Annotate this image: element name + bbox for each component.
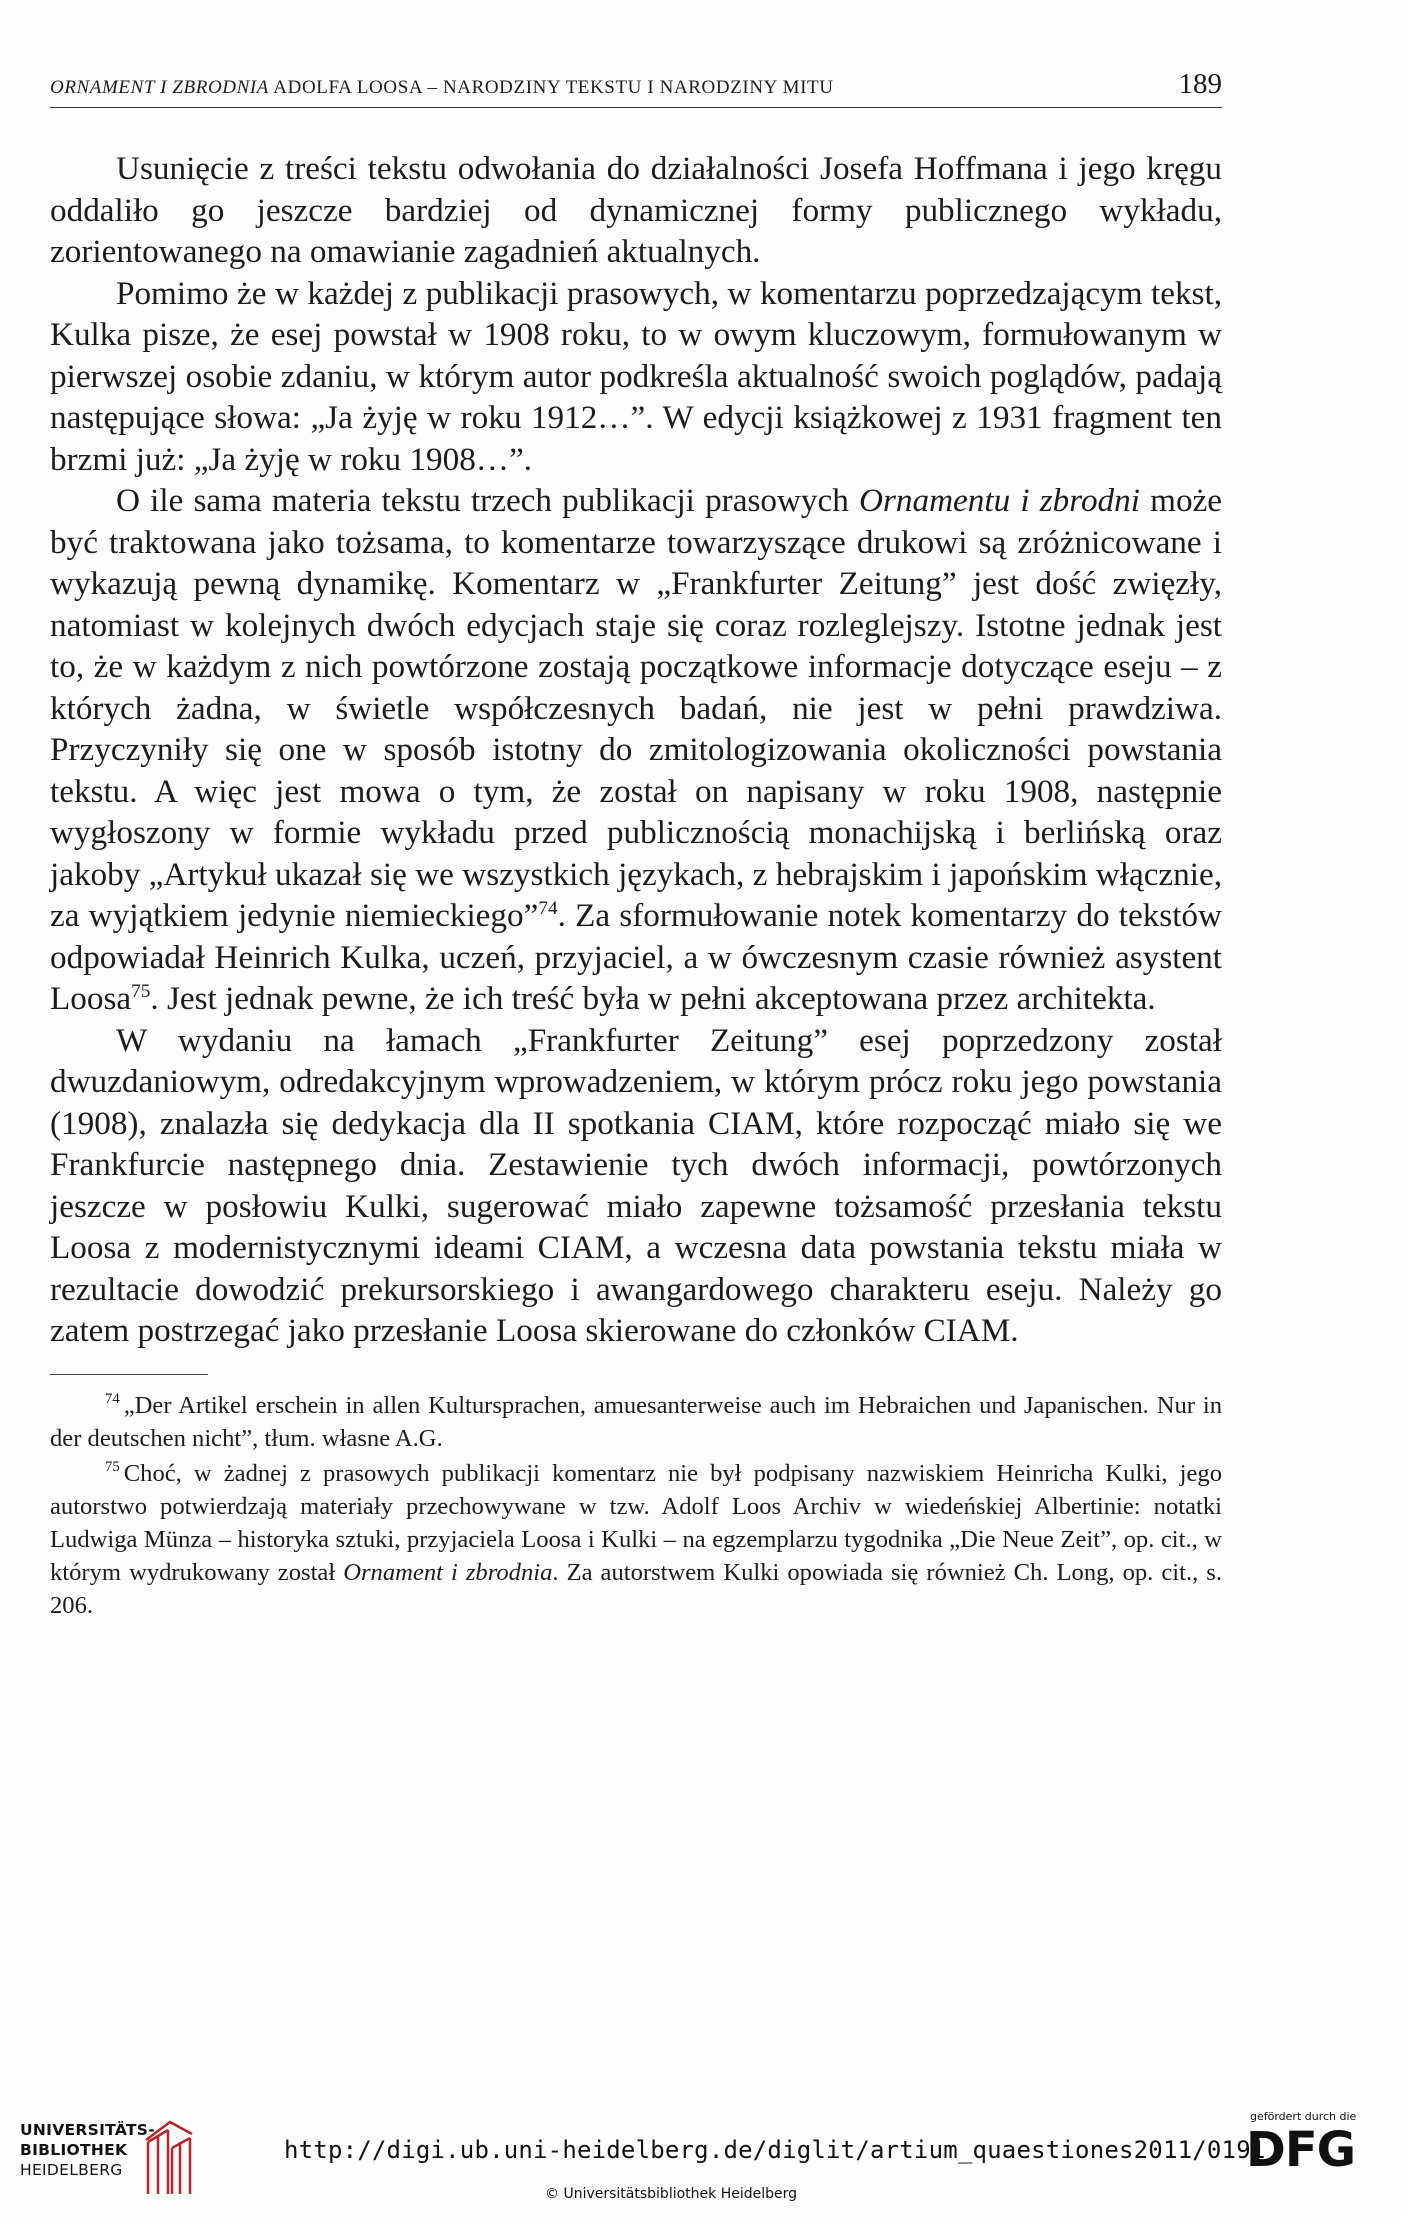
footnote-number: 75 (105, 1459, 120, 1476)
digitization-footer (0, 2098, 1402, 2219)
page-number: 189 (1178, 68, 1222, 100)
page-header (50, 70, 1222, 108)
paragraph (50, 1020, 1222, 1352)
funding-logo[interactable] (1246, 2110, 1386, 2177)
page (50, 70, 1222, 1624)
text-run: O ile sama materia tekstu trzech publikacji prasowych (116, 482, 860, 519)
footnote (50, 1457, 1222, 1622)
library-name-line2: BIBLIOTHEK (20, 2141, 128, 2159)
copyright-notice: © Universitätsbibliothek Heidelberg (545, 2186, 798, 2202)
paragraph (50, 148, 1222, 273)
library-name-line3: HEIDELBERG (20, 2161, 123, 2179)
text-run: Choć, w żadnej z prasowych publikacji komentarz nie był podpisany nazwiskiem Heinricha Kulki, jego autorstwo potwierdzają materiały przechowywane w tzw. Adolf Loos Archiv w wiedeńskiej Albertinie: notatki Ludwiga Münza – historyka sztuki, przyjaciela Loosa i Kulki – na egzemplarzu tygodnika „Die Neue Zeit”, op. cit., w którym wydrukowany został (50, 1459, 1222, 1586)
running-head-subtitle: ADOLFA LOOSA – NARODZINY TEKSTU I NARODZINY MITU (269, 77, 834, 98)
text-run: . Za autorstwem Kulki opowiada się również Ch. Long, op. cit., s. 206. (50, 1558, 1222, 1619)
running-head (50, 77, 834, 99)
text-run: . Jest jednak pewne, że ich treść była w pełni akceptowana przez architekta. (150, 980, 1156, 1017)
text-run: W wydaniu na łamach „Frankfurter Zeitung” esej poprzedzony został dwuzdaniowym, odredakcyjnym wprowadzeniem, w którym prócz roku jego powstania (1908), znalazła się dedykacja dla II spotkania CIAM, które rozpocząć miało się we Frankfurcie następnego dnia. Zestawienie tych dwóch informacji, powtórzonych jeszcze w posłowiu Kulki, sugerować miało zapewne tożsamość przesłania tekstu Loosa z modernistycznymi ideami CIAM, a wczesna data powstania tekstu miała w rezultacie dowodzić prekursorskiego i awangardowego charakteru eseju. Należy go zatem postrzegać jako przesłanie Loosa skierowane do członków CIAM. (50, 1021, 1222, 1349)
text-run: „Der Artikel erschein in allen Kultursprachen, amuesanterweise auch im Hebraichen und Japanischen. Nur in der deutschen nicht”, tłum. własne A.G. (50, 1391, 1222, 1452)
footnotes (50, 1389, 1222, 1622)
paragraph (50, 480, 1222, 1020)
italic-title: Ornamentu i zbrodni (859, 482, 1140, 519)
library-name-line1: UNIVERSITÄTS- (20, 2121, 156, 2139)
footnote-number: 74 (105, 1391, 120, 1408)
text-run: . Za sformułowanie notek komentarzy do tekstów odpowiadał Heinrich Kulka, uczeń, przyjaciel, a w ówczesnym czasie również asystent Loosa (50, 897, 1222, 1017)
running-head-title: ORNAMENT I ZBRODNIA (50, 77, 269, 98)
footnote-reference: 75 (131, 980, 151, 1002)
footnote-reference: 74 (538, 897, 558, 919)
text-run: Usunięcie z treści tekstu odwołania do działalności Josefa Hoffmana i jego kręgu oddaliło go jeszcze bardziej od dynamicznej formy publicznego wykładu, zorientowanego na omawianie zagadnień aktualnych. (50, 150, 1222, 270)
dfg-logo-text: DFG (1246, 2122, 1356, 2178)
permalink-url[interactable]: http://digi.ub.uni-heidelberg.de/diglit/artium_quaestiones2011/0191 (284, 2136, 1266, 2164)
paragraph (50, 273, 1222, 481)
funding-caption: gefördert durch die (1250, 2110, 1357, 2123)
text-run: może być traktowana jako tożsama, to komentarze towarzyszące drukowi są zróżnicowane i wykazują pewną dynamikę. Komentarz w „Frankfurter Zeitung” jest dość zwięzły, natomiast w kolejnych dwóch edycjach staje się coraz rozleglejszy. Istotne jednak jest to, że w każdym z nich powtórzone zostają początkowe informacje dotyczące eseju – z których żadna, w świetle współczesnych badań, nie jest w pełni prawdziwa. Przyczyniły się one w sposób istotny do zmitologizowania okoliczności powstania tekstu. A więc jest mowa o tym, że został on napisany w roku 1908, następnie wygłoszony w formie wykładu przed publicznością monachijską i berlińską oraz jakoby „Artykuł ukazał się we wszystkich językach, z hebrajskim i japońskim włącznie, za wyjątkiem jedynie niemieckiego” (50, 482, 1222, 934)
footnote (50, 1389, 1222, 1455)
footnote-separator (50, 1374, 208, 1375)
text-run: Pomimo że w każdej z publikacji prasowych, w komentarzu poprzedzającym tekst, Kulka pisze, że esej powstał w 1908 roku, to w owym kluczowym, formułowanym w pierwszej osobie zdaniu, w którym autor podkreśla aktualność swoich poglądów, padają następujące słowa: „Ja żyję w roku 1912…”. W edycji książkowej z 1931 fragment ten brzmi już: „Ja żyję w roku 1908…”. (50, 274, 1222, 478)
library-emblem-icon (140, 2118, 198, 2198)
italic-title: Ornament i zbrodnia (343, 1558, 553, 1586)
body-text (50, 148, 1222, 1352)
